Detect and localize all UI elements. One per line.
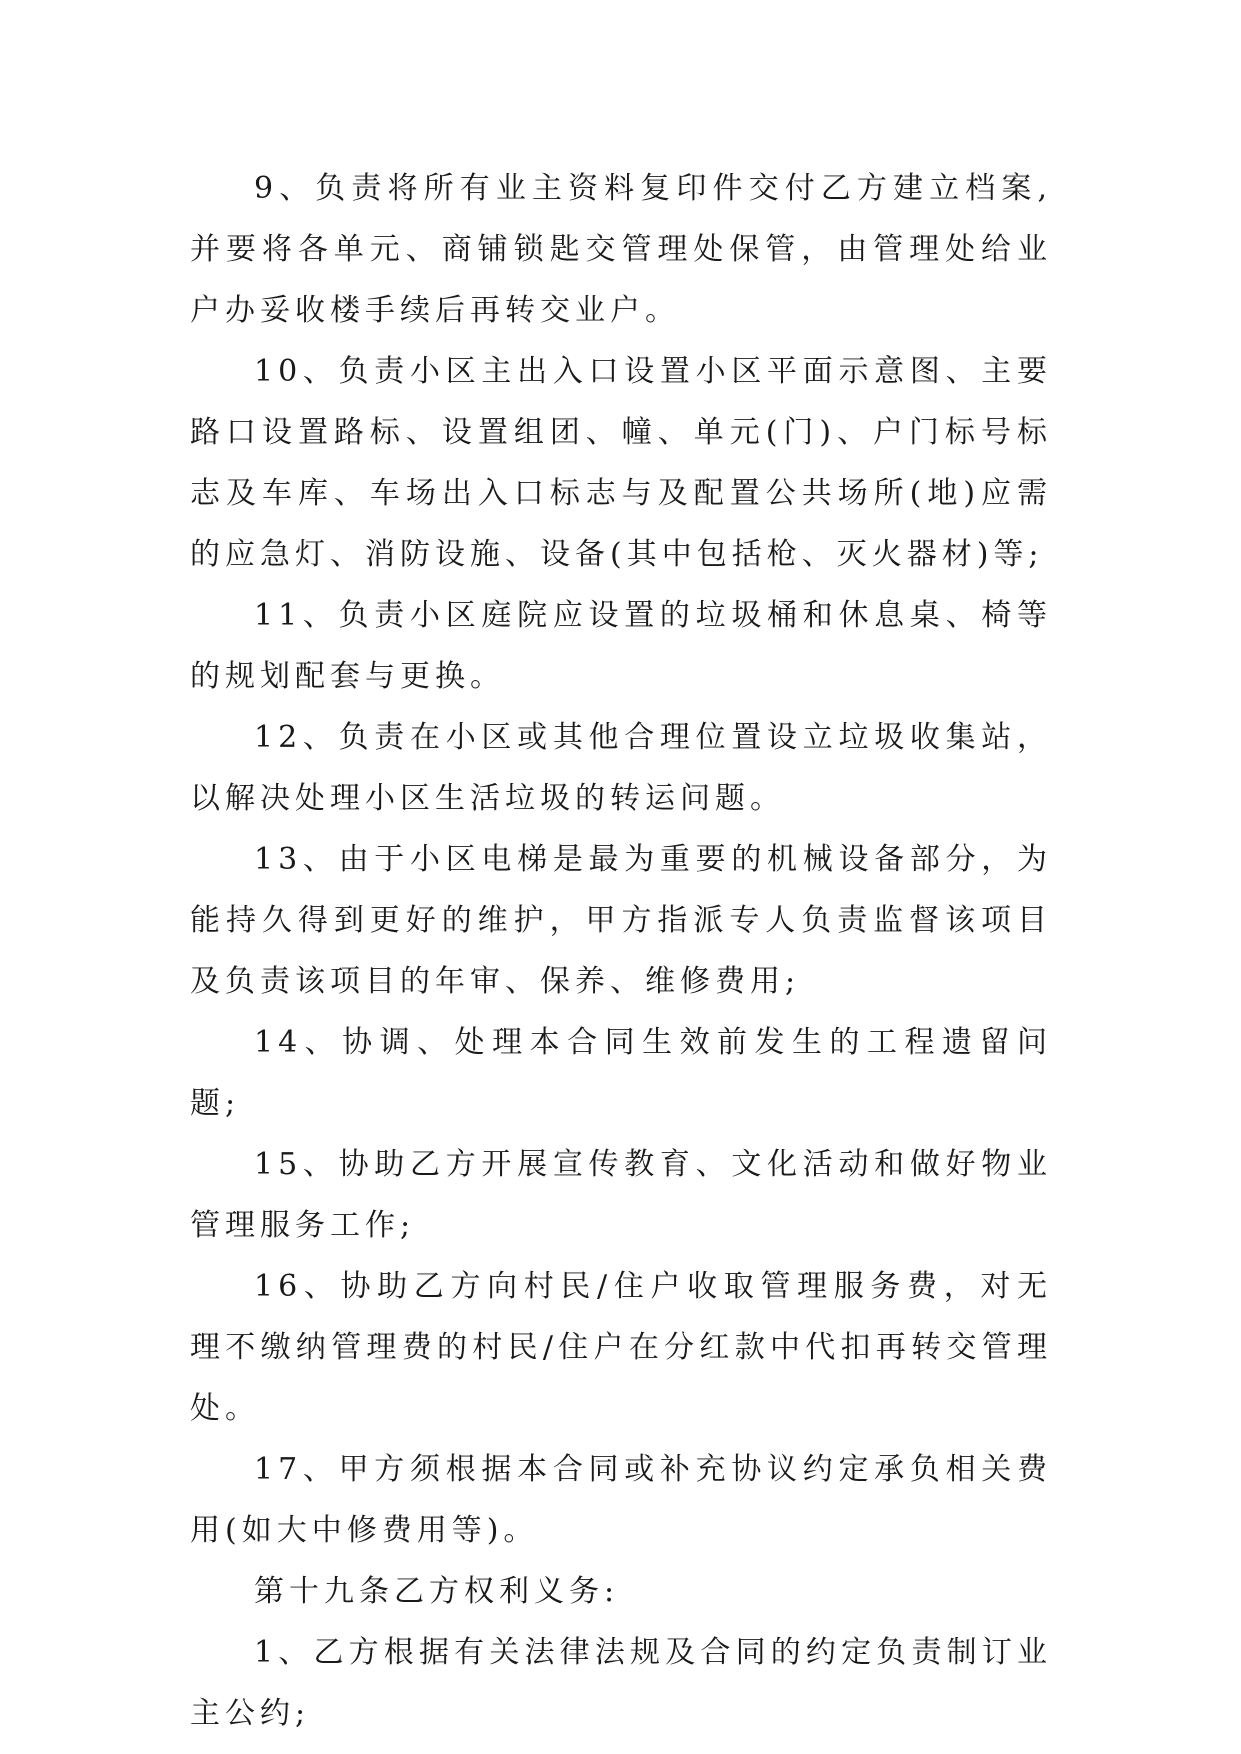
clause-10: 10、负责小区主出入口设置小区平面示意图、主要路口设置路标、设置组团、幢、单元(门)、户门标号标志及车库、车场出入口标志与及配置公共场所(地)应需的应急灯、消防设施、设备(其中包括枪、灭火器材)等; [190,354,1052,572]
clause-15: 15、协助乙方开展宣传教育、文化活动和做好物业管理服务工作; [190,1147,1052,1243]
clause-11: 11、负责小区庭院应设置的垃圾桶和休息桌、椅等的规划配套与更换。 [190,598,1052,694]
document-body [190,158,1052,1744]
clause-17: 17、甲方须根据本合同或补充协议约定承负相关费用(如大中修费用等)。 [190,1452,1052,1548]
article-19-heading: 第十九条乙方权利义务: [254,1574,620,1609]
clause-12: 12、负责在小区或其他合理位置设立垃圾收集站，以解决处理小区生活垃圾的转运问题。 [190,720,1052,816]
clause-9: 9、负责将所有业主资料复印件交付乙方建立档案,并要将各单元、商铺锁匙交管理处保管，由管理处给业户办妥收楼手续后再转交业户。 [190,171,1052,328]
article-19-clause-1: 1、乙方根据有关法律法规及合同的约定负责制订业主公约; [190,1635,1052,1731]
clause-14: 14、协调、处理本合同生效前发生的工程遗留问题; [190,1025,1052,1121]
clause-13: 13、由于小区电梯是最为重要的机械设备部分，为能持久得到更好的维护，甲方指派专人负责监督该项目及负责该项目的年审、保养、维修费用; [190,842,1052,999]
clause-16: 16、协助乙方向村民/住户收取管理服务费，对无理不缴纳管理费的村民/住户在分红款中代扣再转交管理处。 [190,1269,1052,1426]
